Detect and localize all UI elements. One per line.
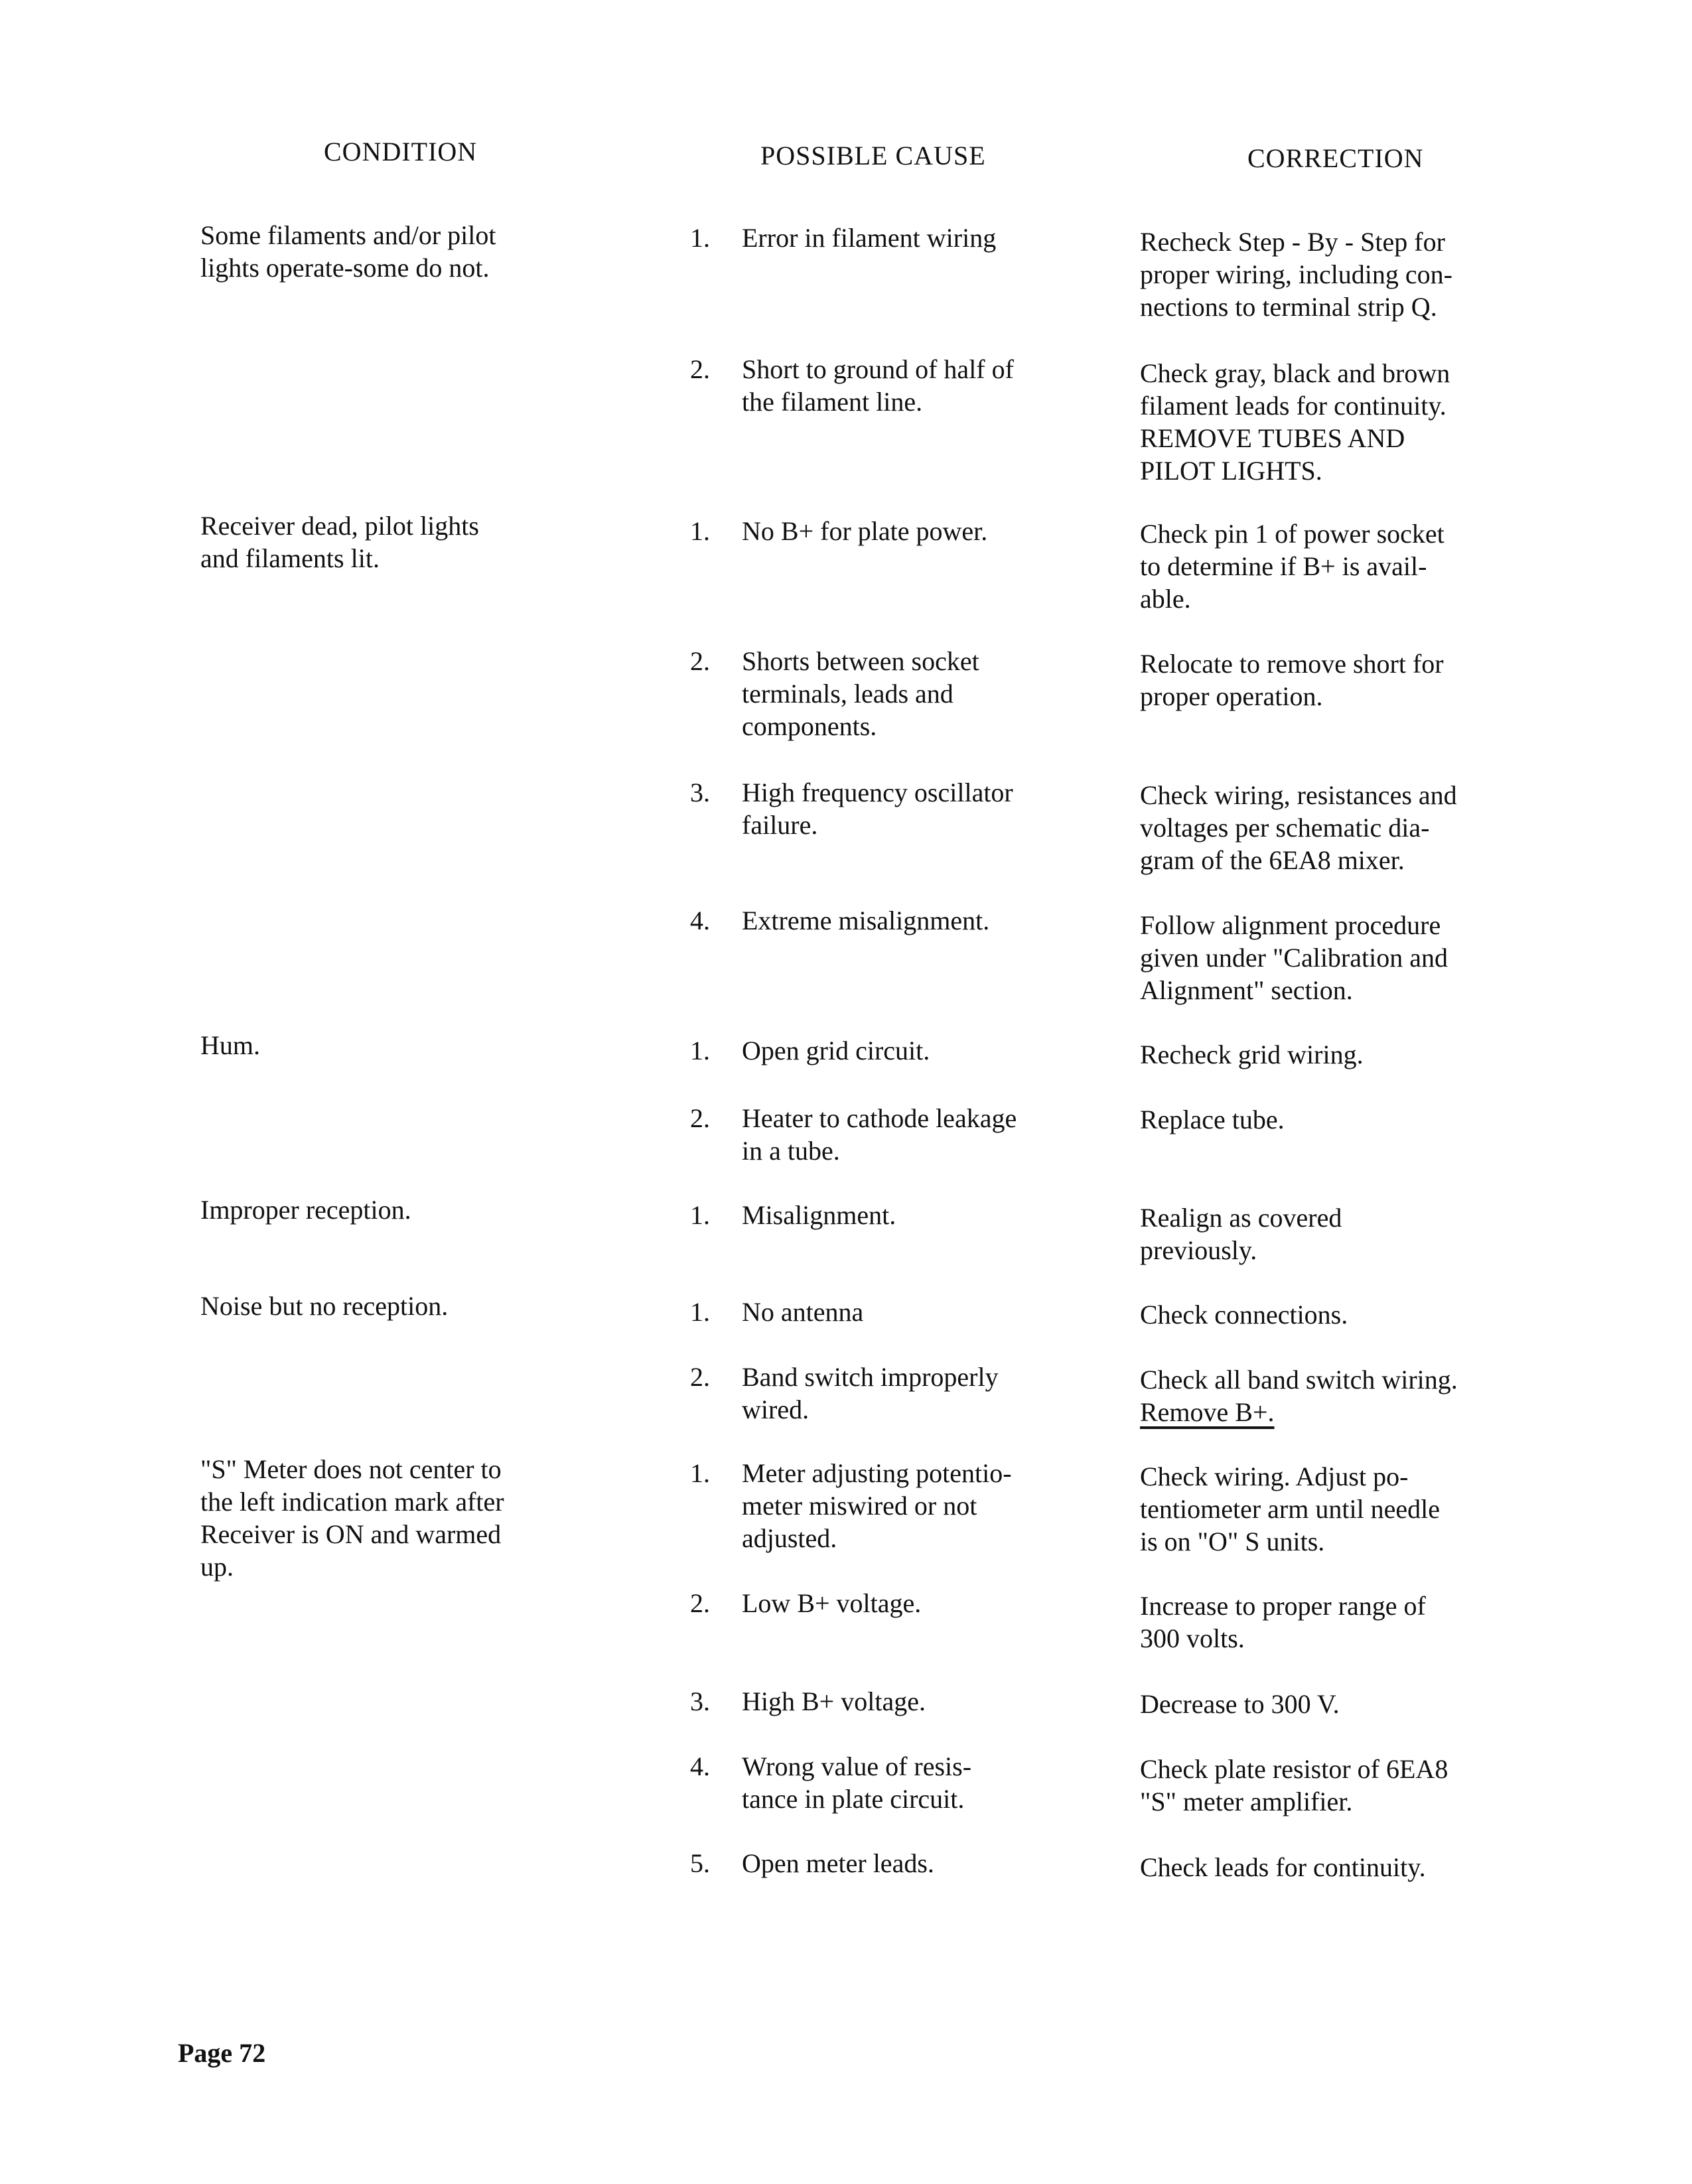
cause-number: 4.	[690, 1751, 710, 1781]
cause-number: 2.	[690, 646, 710, 676]
correction-text: Increase to proper range of 300 volts.	[1140, 1591, 1426, 1653]
column-header-possible-cause: POSSIBLE CAUSE	[760, 141, 986, 171]
column-header-correction: CORRECTION	[1247, 143, 1424, 173]
condition-text: Some filaments and/or pilot lights operate-some do not.	[200, 220, 496, 283]
cause-text: Low B+ voltage.	[742, 1588, 922, 1618]
cause-number: 1.	[690, 223, 710, 253]
condition-text: Noise but no reception.	[200, 1291, 449, 1321]
correction-text: Check leads for continuity.	[1140, 1852, 1426, 1882]
correction-text: Recheck Step - By - Step for proper wiring, including con- nections to terminal strip Q.	[1140, 227, 1452, 322]
cause-text: Error in filament wiring	[742, 223, 997, 253]
correction-text: Relocate to remove short for proper operation.	[1140, 649, 1444, 711]
correction-text: Check gray, black and brown filament leads for continuity. REMOVE TUBES AND PILOT LIGHTS.	[1140, 358, 1450, 486]
cause-text: No antenna	[742, 1297, 864, 1327]
cause-text: Band switch improperly wired.	[742, 1362, 999, 1424]
correction-text: Check wiring. Adjust po- tentiometer arm until needle is on "O" S units.	[1140, 1462, 1441, 1556]
condition-text: "S" Meter does not center to the left indication mark after Receiver is ON and warmed up.	[200, 1454, 504, 1582]
cause-number: 3.	[690, 778, 710, 807]
correction-text: Check all band switch wiring.	[1140, 1365, 1458, 1395]
cause-number: 5.	[690, 1848, 710, 1878]
page-number: Page 72	[178, 2038, 266, 2068]
correction-text: Check pin 1 of power socket to determine if B+ is avail- able.	[1140, 519, 1445, 614]
correction-text: Recheck grid wiring.	[1140, 1040, 1364, 1069]
cause-text: Shorts between socket terminals, leads and components.	[742, 646, 979, 741]
condition-text: Hum.	[200, 1030, 260, 1060]
cause-number: 2.	[690, 1103, 710, 1133]
correction-text: Follow alignment procedure given under "Calibration and Alignment" section.	[1140, 910, 1448, 1005]
cause-number: 1.	[690, 1458, 710, 1488]
cause-number: 1.	[690, 1036, 710, 1065]
cause-number: 4.	[690, 906, 710, 935]
cause-text: Heater to cathode leakage in a tube.	[742, 1103, 1017, 1166]
cause-text: Extreme misalignment.	[742, 906, 990, 935]
cause-text: Meter adjusting potentio- meter miswired or not adjusted.	[742, 1458, 1012, 1553]
cause-text: No B+ for plate power.	[742, 516, 988, 546]
correction-text: Check connections.	[1140, 1300, 1348, 1330]
cause-number: 3.	[690, 1686, 710, 1716]
cause-number: 1.	[690, 1200, 710, 1230]
correction-text: Realign as covered previously.	[1140, 1203, 1342, 1265]
cause-number: 2.	[690, 354, 710, 384]
cause-number: 1.	[690, 1297, 710, 1327]
cause-text: High frequency oscillator failure.	[742, 778, 1013, 840]
cause-number: 2.	[690, 1362, 710, 1392]
cause-text: Misalignment.	[742, 1200, 896, 1230]
cause-number: 2.	[690, 1588, 710, 1618]
cause-text: Wrong value of resis- tance in plate circuit.	[742, 1751, 972, 1814]
cause-text: Short to ground of half of the filament line.	[742, 354, 1014, 417]
condition-text: Receiver dead, pilot lights and filaments lit.	[200, 511, 479, 573]
column-header-condition: CONDITION	[324, 137, 478, 167]
cause-text: Open grid circuit.	[742, 1036, 930, 1065]
correction-note-underlined: Remove B+.	[1140, 1397, 1275, 1427]
condition-text: Improper reception.	[200, 1195, 411, 1225]
correction-text: Replace tube.	[1140, 1105, 1285, 1134]
cause-text: High B+ voltage.	[742, 1686, 926, 1716]
correction-text: Check plate resistor of 6EA8 "S" meter amplifier.	[1140, 1754, 1448, 1816]
cause-text: Open meter leads.	[742, 1848, 934, 1878]
correction-text: Decrease to 300 V.	[1140, 1689, 1340, 1719]
correction-text: Check wiring, resistances and voltages per schematic dia- gram of the 6EA8 mixer.	[1140, 780, 1457, 875]
cause-number: 1.	[690, 516, 710, 546]
